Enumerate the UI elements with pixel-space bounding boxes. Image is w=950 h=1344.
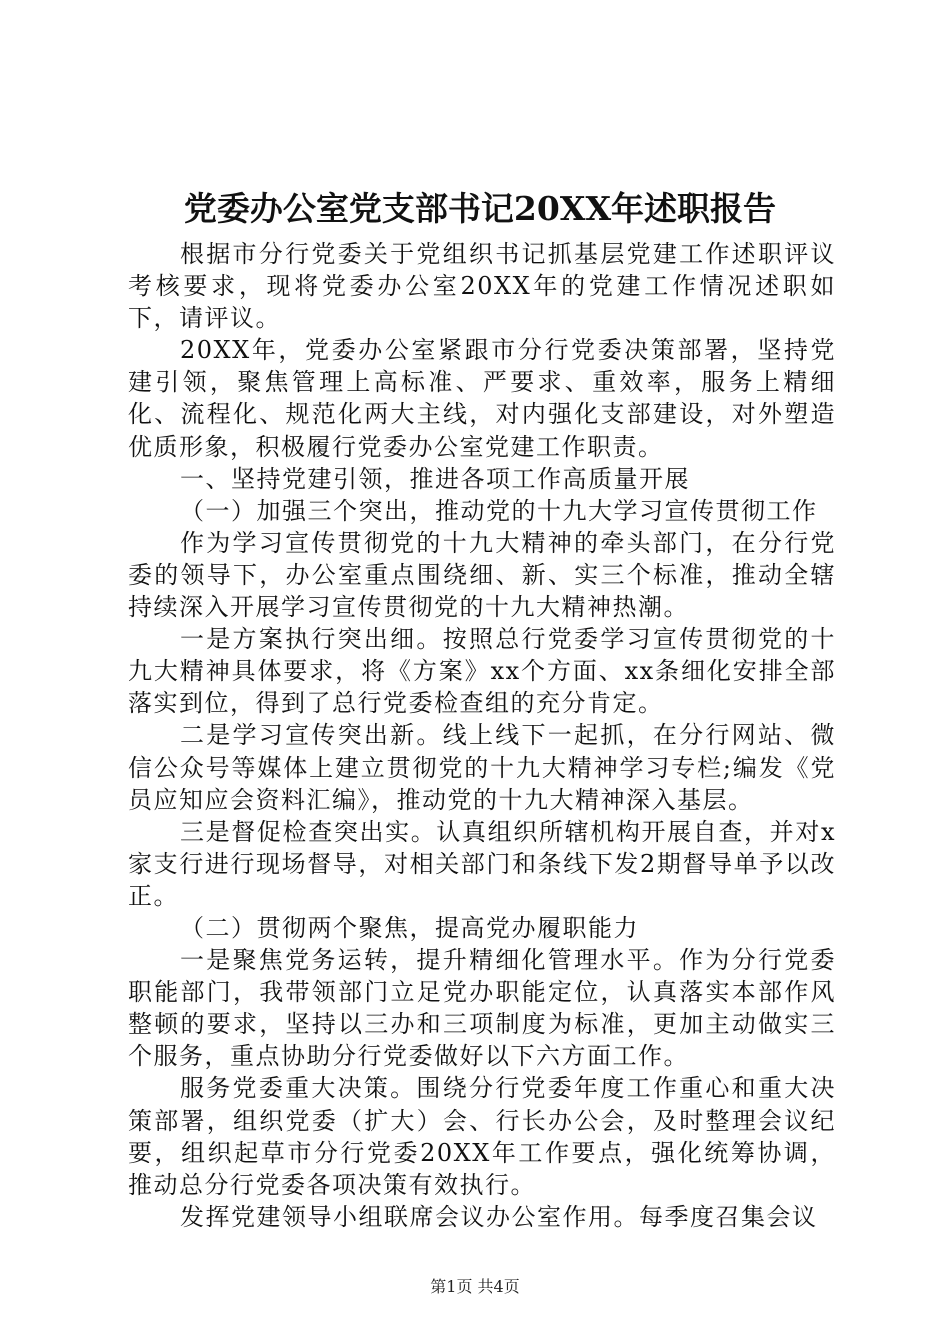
paragraph-study-lead: 作为学习宣传贯彻党的十九大精神的牵头部门，在分行党委的领导下，办公室重点围绕细、新、实三个标准，推动全辖持续深入开展学习宣传贯彻党的十九大精神热潮。 — [128, 528, 836, 622]
paragraph-intro: 根据市分行党委关于党组织书记抓基层党建工作述职评议考核要求，现将党委办公室20XX年的党建工作情况述职如下，请评议。 — [128, 240, 836, 333]
paragraph-service-decision: 服务党委重大决策。围绕分行党委年度工作重心和重大决策部署，组织党委（扩大）会、行长办公会，及时整理会议纪要，组织起草市分行党委20XX年工作要点，强化统筹协调，推动总分行党委各项决策有效执行。 — [128, 1074, 836, 1199]
document-body — [128, 238, 836, 1233]
page-footer: 第1页 共4页 — [430, 1277, 520, 1296]
paragraph-point-1: 一是方案执行突出细。按照总行党委学习宣传贯彻党的十九大精神具体要求，将《方案》xx个方面、xx条细化安排全部落实到位，得到了总行党委检查组的充分肯定。 — [128, 625, 836, 718]
section-heading-1: 一、坚持党建引领，推进各项工作高质量开展 — [180, 464, 690, 493]
subsection-heading-2: （二）贯彻两个聚焦，提高党办履职能力 — [180, 913, 639, 942]
paragraph-overview: 20XX年，党委办公室紧跟市分行党委决策部署，坚持党建引领，聚焦管理上高标准、严要求、重效率，服务上精细化、流程化、规范化两大主线，对内强化支部建设，对外塑造优质形象，积极履行党委办公室党建工作职责。 — [128, 336, 836, 461]
paragraph-focus-1: 一是聚焦党务运转，提升精细化管理水平。作为分行党委职能部门，我带领部门立足党办职能定位，认真落实本部作风整顿的要求，坚持以三办和三项制度为标准，更加主动做实三个服务，重点协助分行党委做好以下六方面工作。 — [128, 946, 836, 1071]
paragraph-point-2: 二是学习宣传突出新。线上线下一起抓，在分行网站、微信公众号等媒体上建立贯彻党的十九大精神学习专栏;编发《党员应知应会资料汇编》，推动党的十九大精神深入基层。 — [128, 721, 836, 814]
paragraph-point-3: 三是督促检查突出实。认真组织所辖机构开展自查，并对x家支行进行现场督导，对相关部门和条线下发2期督导单予以改正。 — [128, 817, 836, 910]
paragraph-leading-group: 发挥党建领导小组联席会议办公室作用。每季度召集会议 — [180, 1202, 818, 1231]
document-title: 党委办公室党支部书记20XX年述职报告 — [183, 189, 777, 228]
subsection-heading-1: （一）加强三个突出，推动党的十九大学习宣传贯彻工作 — [180, 496, 818, 525]
